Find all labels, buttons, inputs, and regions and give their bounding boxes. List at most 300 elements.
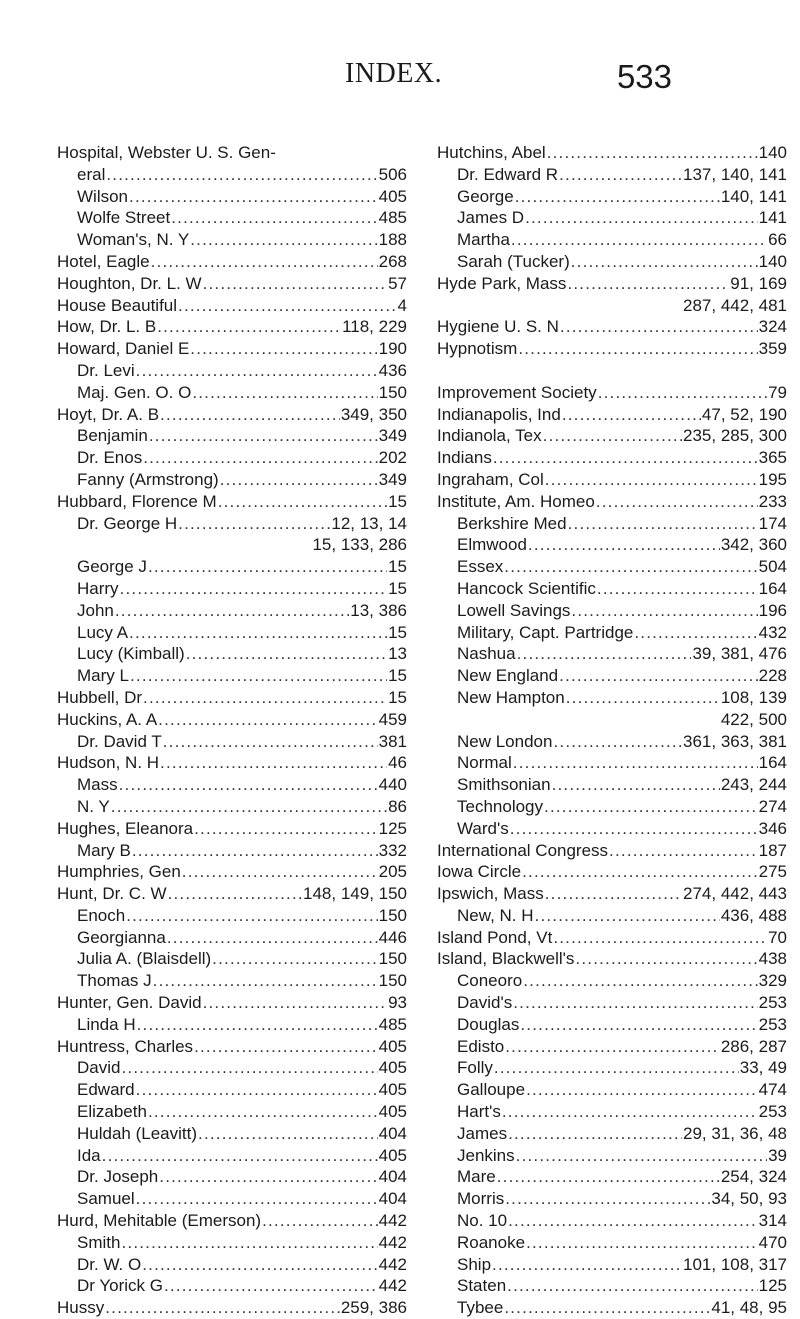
- dot-leader: [494, 1057, 739, 1079]
- entry-pages: 254, 324: [720, 1167, 787, 1187]
- entry-name: Hart's: [457, 1102, 501, 1122]
- entry-name: Maj. Gen. O. O: [77, 382, 192, 402]
- dot-leader: [634, 622, 757, 644]
- entry-pages: 125: [758, 1276, 787, 1296]
- entry-name: Hoyt, Dr. A. B: [57, 404, 160, 424]
- dot-leader: [597, 578, 758, 600]
- dot-leader: [194, 1036, 378, 1058]
- entry-pages: 41, 48, 95: [711, 1298, 787, 1318]
- entry-name: Hutchins, Abel: [437, 143, 546, 162]
- index-entry: [57, 861, 407, 883]
- dot-leader: [505, 1188, 710, 1210]
- dot-leader: [143, 687, 387, 709]
- entry-pages: 405: [378, 1080, 407, 1100]
- dot-leader: [186, 643, 387, 665]
- index-entry: [437, 774, 787, 796]
- index-entry: [57, 251, 407, 273]
- dot-leader: [102, 1145, 378, 1167]
- dot-leader: [203, 992, 388, 1014]
- dot-leader: [158, 709, 377, 731]
- entry-pages: 57: [388, 273, 407, 293]
- dot-leader: [105, 1297, 340, 1319]
- index-entry: [57, 404, 407, 426]
- dot-leader: [545, 469, 758, 491]
- index-entry: [437, 752, 787, 774]
- dot-leader: [164, 1275, 378, 1297]
- entry-name: Indianapolis, Ind: [437, 404, 561, 424]
- dot-leader: [190, 229, 377, 251]
- index-entry: [57, 1014, 407, 1036]
- entry-pages: 361, 363, 381: [683, 731, 787, 751]
- index-entry: [437, 687, 787, 709]
- index-entry: [437, 818, 787, 840]
- index-entry: [437, 469, 787, 491]
- entry-name: Dr. Levi: [77, 360, 135, 380]
- index-entry: [57, 382, 407, 404]
- index-entry: [57, 469, 407, 491]
- entry-name: Essex: [457, 557, 504, 577]
- entry-name: Staten: [457, 1276, 507, 1296]
- dot-leader: [129, 622, 387, 644]
- entry-name: How, Dr. L. B: [57, 317, 157, 337]
- dot-leader: [571, 251, 758, 273]
- index-entry: [437, 142, 787, 164]
- dot-leader: [544, 796, 758, 818]
- entry-name: Galloupe: [457, 1080, 526, 1100]
- index-entry: [437, 861, 787, 883]
- index-entry: [437, 927, 787, 949]
- index-entry: [57, 491, 407, 513]
- index-entry: [57, 425, 407, 447]
- dot-leader: [160, 752, 387, 774]
- dot-leader: [171, 207, 377, 229]
- entry-name: Hotel, Eagle: [57, 251, 150, 271]
- entry-pages: 436, 488: [720, 905, 787, 925]
- entry-name: Hunt, Dr. C. W: [57, 884, 167, 904]
- entry-pages: 202: [378, 448, 407, 468]
- entry-name: Douglas: [457, 1014, 520, 1034]
- dot-leader: [120, 578, 388, 600]
- entry-pages: 459: [378, 709, 407, 729]
- entry-name: International Congress: [437, 840, 609, 860]
- entry-pages: 70: [768, 927, 787, 947]
- index-entry: [57, 665, 407, 687]
- dot-leader: [513, 752, 758, 774]
- entry-pages: 137, 140, 141: [683, 164, 787, 184]
- entry-name: Hygiene U. S. N: [437, 317, 559, 337]
- entry-name: Linda H: [77, 1014, 136, 1034]
- index-entry: [437, 1123, 787, 1145]
- entry-name: Lucy (Kimball): [77, 644, 185, 664]
- entry-pages: 91, 169: [730, 273, 787, 293]
- index-entry: [437, 1079, 787, 1101]
- index-entry: [57, 1275, 407, 1297]
- entry-pages: 332: [378, 840, 407, 860]
- entry-name: Smith: [77, 1232, 121, 1252]
- index-entry: [437, 948, 787, 970]
- dot-leader: [520, 1014, 757, 1036]
- dot-leader: [525, 207, 758, 229]
- index-entry: [57, 622, 407, 644]
- entry-pages: 141: [758, 208, 787, 228]
- entry-name: N. Y: [77, 796, 110, 816]
- entry-name: Improvement Society: [437, 382, 597, 402]
- index-entry: [57, 142, 407, 164]
- entry-pages: 34, 50, 93: [711, 1189, 787, 1209]
- entry-pages: 381: [378, 731, 407, 751]
- entry-pages: 12, 13, 14: [331, 513, 407, 533]
- index-entry: [437, 1275, 787, 1297]
- index-entry: [57, 1166, 407, 1188]
- entry-pages: 470: [758, 1232, 787, 1252]
- index-entry: [57, 1079, 407, 1101]
- entry-name: Humphries, Gen: [57, 862, 181, 882]
- entry-pages: 150: [378, 949, 407, 969]
- entry-name: Dr. W. O: [77, 1254, 142, 1274]
- entry-name: Mass: [77, 775, 118, 795]
- index-entry: [57, 1101, 407, 1123]
- entry-name: Coneoro: [457, 971, 523, 991]
- index-column-left: [57, 142, 407, 1319]
- entry-name: Nashua: [457, 644, 516, 664]
- entry-pages: 253: [758, 1014, 787, 1034]
- dot-leader: [598, 382, 767, 404]
- entry-pages: 359: [758, 339, 787, 359]
- entry-pages: 404: [378, 1123, 407, 1143]
- index-entry: [437, 1166, 787, 1188]
- dot-leader: [560, 316, 758, 338]
- entry-pages: 253: [758, 993, 787, 1013]
- entry-name: Samuel: [77, 1189, 135, 1209]
- entry-pages: 440: [378, 775, 407, 795]
- index-entry: [437, 665, 787, 687]
- entry-name: Mary B: [77, 840, 131, 860]
- index-entry: [437, 164, 787, 186]
- index-entry: [437, 534, 787, 556]
- entry-name: Technology: [457, 796, 544, 816]
- entry-name: Woman's, N. Y: [77, 230, 190, 250]
- dot-leader: [163, 731, 378, 753]
- entry-pages: 349, 350: [340, 404, 407, 424]
- dot-leader: [178, 295, 397, 317]
- entry-name: Folly: [457, 1058, 493, 1078]
- dot-leader: [198, 1123, 378, 1145]
- index-entry: [57, 752, 407, 774]
- entry-name: Hubbard, Florence M: [57, 491, 217, 511]
- entry-pages: 86: [388, 796, 407, 816]
- entry-name: Hunter, Gen. David: [57, 993, 202, 1013]
- entry-name: Enoch: [77, 905, 126, 925]
- index-entry: [437, 970, 787, 992]
- index-entry: [437, 1101, 787, 1123]
- entry-pages: 101, 108, 317: [683, 1254, 787, 1274]
- entry-name: Huckins, A. A: [57, 709, 158, 729]
- index-entry: [437, 425, 787, 447]
- index-entry: [437, 251, 787, 273]
- entry-pages: 253: [758, 1102, 787, 1122]
- entry-name: Wolfe Street: [77, 208, 171, 228]
- entry-name: Georgianna: [77, 927, 166, 947]
- entry-name: Island, Blackwell's: [437, 949, 575, 969]
- entry-name: David: [77, 1058, 121, 1078]
- entry-name: New England: [457, 666, 559, 686]
- dot-leader: [547, 142, 758, 164]
- entry-pages: 405: [378, 186, 407, 206]
- entry-pages: 485: [378, 208, 407, 228]
- dot-leader: [566, 687, 720, 709]
- dot-leader: [507, 1275, 757, 1297]
- index-entry: [57, 970, 407, 992]
- index-entry: [57, 687, 407, 709]
- index-entry: [437, 1014, 787, 1036]
- index-entry: [437, 556, 787, 578]
- entry-pages: 324: [758, 317, 787, 337]
- entry-name: Tybee: [457, 1298, 504, 1318]
- entry-pages: 365: [758, 448, 787, 468]
- dot-leader: [111, 796, 387, 818]
- entry-name: Dr. Edward R: [457, 164, 559, 184]
- dot-leader: [115, 600, 349, 622]
- dot-leader: [192, 382, 377, 404]
- dot-leader: [121, 1232, 377, 1254]
- index-entry: [57, 295, 407, 317]
- dot-leader: [137, 1014, 378, 1036]
- index-entry: [437, 622, 787, 644]
- dot-leader: [559, 665, 758, 687]
- entry-name: Huldah (Leavitt): [77, 1123, 198, 1143]
- entry-pages: 349: [378, 426, 407, 446]
- index-entry: [57, 643, 407, 665]
- index-entry: [437, 1232, 787, 1254]
- entry-pages: 15: [388, 622, 407, 642]
- dot-leader: [129, 186, 378, 208]
- dot-leader: [168, 883, 302, 905]
- dot-leader: [136, 1079, 378, 1101]
- dot-leader: [151, 251, 378, 273]
- dot-leader: [510, 818, 758, 840]
- entry-pages: 108, 139: [720, 687, 787, 707]
- dot-leader: [160, 404, 340, 426]
- index-entry: [57, 992, 407, 1014]
- index-entry: [57, 360, 407, 382]
- entry-name: Wilson: [77, 186, 129, 206]
- index-entry: [437, 731, 787, 753]
- dot-leader: [149, 425, 378, 447]
- entry-pages: 164: [758, 753, 787, 773]
- entry-name: Roanoke: [457, 1232, 526, 1252]
- entry-name: No. 10: [457, 1211, 508, 1231]
- dot-leader: [130, 665, 387, 687]
- entry-pages: 446: [378, 927, 407, 947]
- dot-leader: [136, 360, 378, 382]
- dot-leader: [159, 1166, 377, 1188]
- entry-pages: 485: [378, 1014, 407, 1034]
- entry-name: Hancock Scientific: [457, 578, 596, 598]
- dot-leader: [218, 491, 387, 513]
- entry-name: House Beautiful: [57, 295, 178, 315]
- entry-pages: 39, 381, 476: [692, 644, 787, 664]
- index-entry: [57, 774, 407, 796]
- dot-leader: [148, 556, 387, 578]
- index-entry: [57, 1036, 407, 1058]
- index-entry: [437, 1188, 787, 1210]
- dot-leader: [571, 600, 757, 622]
- index-entry: [57, 273, 407, 295]
- entry-name: George: [457, 186, 514, 206]
- index-entry: [57, 316, 407, 338]
- entry-name: Hudson, N. H: [57, 753, 160, 773]
- dot-leader: [505, 1036, 720, 1058]
- entry-pages: 233: [758, 491, 787, 511]
- entry-pages: 15: [388, 666, 407, 686]
- index-entry: [437, 273, 787, 295]
- index-entry: [57, 948, 407, 970]
- index-entry: [57, 1210, 407, 1232]
- entry-pages: 329: [758, 971, 787, 991]
- index-spacer: [437, 360, 787, 382]
- entry-name: Lowell Savings: [457, 600, 571, 620]
- index-entry: [57, 731, 407, 753]
- entry-pages: 15: [388, 491, 407, 511]
- entry-pages: 46: [388, 753, 407, 773]
- entry-name: Hussy: [57, 1298, 105, 1318]
- index-entry: [437, 1254, 787, 1276]
- entry-pages: 29, 31, 36, 48: [683, 1123, 787, 1143]
- entry-pages: 442: [378, 1232, 407, 1252]
- entry-pages: 504: [758, 557, 787, 577]
- entry-pages: 13: [388, 644, 407, 664]
- page-number: 533: [616, 58, 672, 95]
- entry-pages: 39: [768, 1145, 787, 1165]
- dot-leader: [262, 1210, 378, 1232]
- index-entry: [437, 840, 787, 862]
- entry-pages: 150: [378, 382, 407, 402]
- dot-leader: [518, 338, 757, 360]
- entry-name: Houghton, Dr. L. W: [57, 273, 202, 293]
- entry-pages: 140: [758, 251, 787, 271]
- entry-name: Ipswich, Mass: [437, 884, 544, 904]
- index-entry: [57, 578, 407, 600]
- entry-name: Ingraham, Col: [437, 469, 544, 489]
- entry-name: Julia A. (Blaisdell): [77, 949, 212, 969]
- entry-pages: 405: [378, 1145, 407, 1165]
- entry-pages: 15: [388, 578, 407, 598]
- entry-name: Normal: [457, 753, 512, 773]
- entry-pages: 15: [388, 557, 407, 577]
- index-entry: [57, 1232, 407, 1254]
- entry-name: Iowa Circle: [437, 862, 522, 882]
- entry-pages: 125: [378, 818, 407, 838]
- dot-leader: [575, 948, 757, 970]
- index-entry: [437, 709, 787, 731]
- dot-leader: [559, 164, 682, 186]
- dot-leader: [567, 273, 729, 295]
- dot-leader: [526, 1232, 758, 1254]
- entry-pages: 4: [397, 295, 407, 315]
- entry-pages: 442: [378, 1276, 407, 1296]
- entry-name: Berkshire Med: [457, 513, 567, 533]
- page-title: INDEX.: [345, 58, 443, 89]
- entry-name: Jenkins: [457, 1145, 515, 1165]
- index-entry: [437, 643, 787, 665]
- index-entry: [437, 1210, 787, 1232]
- index-entry: [57, 905, 407, 927]
- entry-name: Hurd, Mehitable (Emerson): [57, 1211, 262, 1231]
- entry-name: New London: [457, 731, 553, 751]
- index-entry: [57, 534, 407, 556]
- entry-pages: 274: [758, 796, 787, 816]
- dot-leader: [596, 491, 758, 513]
- entry-pages: 190: [378, 339, 407, 359]
- entry-name: New, N. H: [457, 905, 534, 925]
- dot-leader: [178, 513, 330, 535]
- dot-leader: [142, 1254, 377, 1276]
- dot-leader: [516, 1145, 767, 1167]
- index-entry: [57, 207, 407, 229]
- index-entry: [57, 927, 407, 949]
- entry-pages: 196: [758, 600, 787, 620]
- index-entry: [437, 905, 787, 927]
- index-entry: [437, 600, 787, 622]
- dot-leader: [543, 425, 682, 447]
- dot-leader: [553, 731, 682, 753]
- entry-pages: 474: [758, 1080, 787, 1100]
- entry-pages: 432: [758, 622, 787, 642]
- page-header: [0, 58, 800, 108]
- dot-leader: [502, 1101, 758, 1123]
- dot-leader: [153, 970, 378, 992]
- dot-leader: [492, 1254, 682, 1276]
- index-entry: [437, 207, 787, 229]
- dot-leader: [504, 556, 757, 578]
- entry-pages: 346: [758, 818, 787, 838]
- dot-leader: [493, 447, 758, 469]
- index-entry: [437, 796, 787, 818]
- entry-pages: 195: [758, 469, 787, 489]
- entry-name: Lucy A: [77, 622, 129, 642]
- dot-leader: [212, 948, 377, 970]
- entry-name: Indianola, Tex: [437, 426, 542, 446]
- dot-leader: [517, 643, 692, 665]
- entry-name: Dr. Joseph: [77, 1167, 159, 1187]
- index-entry: [437, 1057, 787, 1079]
- entry-name: Huntress, Charles: [57, 1036, 194, 1056]
- dot-leader: [220, 469, 378, 491]
- dot-leader: [497, 1166, 720, 1188]
- entry-name: Thomas J: [77, 971, 152, 991]
- entry-name: Morris: [457, 1189, 505, 1209]
- entry-pages: 438: [758, 949, 787, 969]
- entry-name: New Hampton: [457, 687, 565, 707]
- entry-name: George J: [77, 557, 147, 577]
- dot-leader: [609, 840, 758, 862]
- entry-pages: 442: [378, 1254, 407, 1274]
- entry-pages: 228: [758, 666, 787, 686]
- index-entry: [57, 883, 407, 905]
- dot-leader: [148, 1101, 378, 1123]
- entry-name: eral: [77, 164, 106, 184]
- entry-name: Dr Yorick G: [77, 1276, 163, 1296]
- entry-pages: 405: [378, 1102, 407, 1122]
- dot-leader: [508, 1210, 758, 1232]
- index-entry: [57, 796, 407, 818]
- dot-leader: [528, 534, 720, 556]
- dot-leader: [203, 273, 388, 295]
- entry-pages: 140, 141: [720, 186, 787, 206]
- entry-name: Elizabeth: [77, 1102, 147, 1122]
- index-entry: [57, 1254, 407, 1276]
- dot-leader: [523, 970, 757, 992]
